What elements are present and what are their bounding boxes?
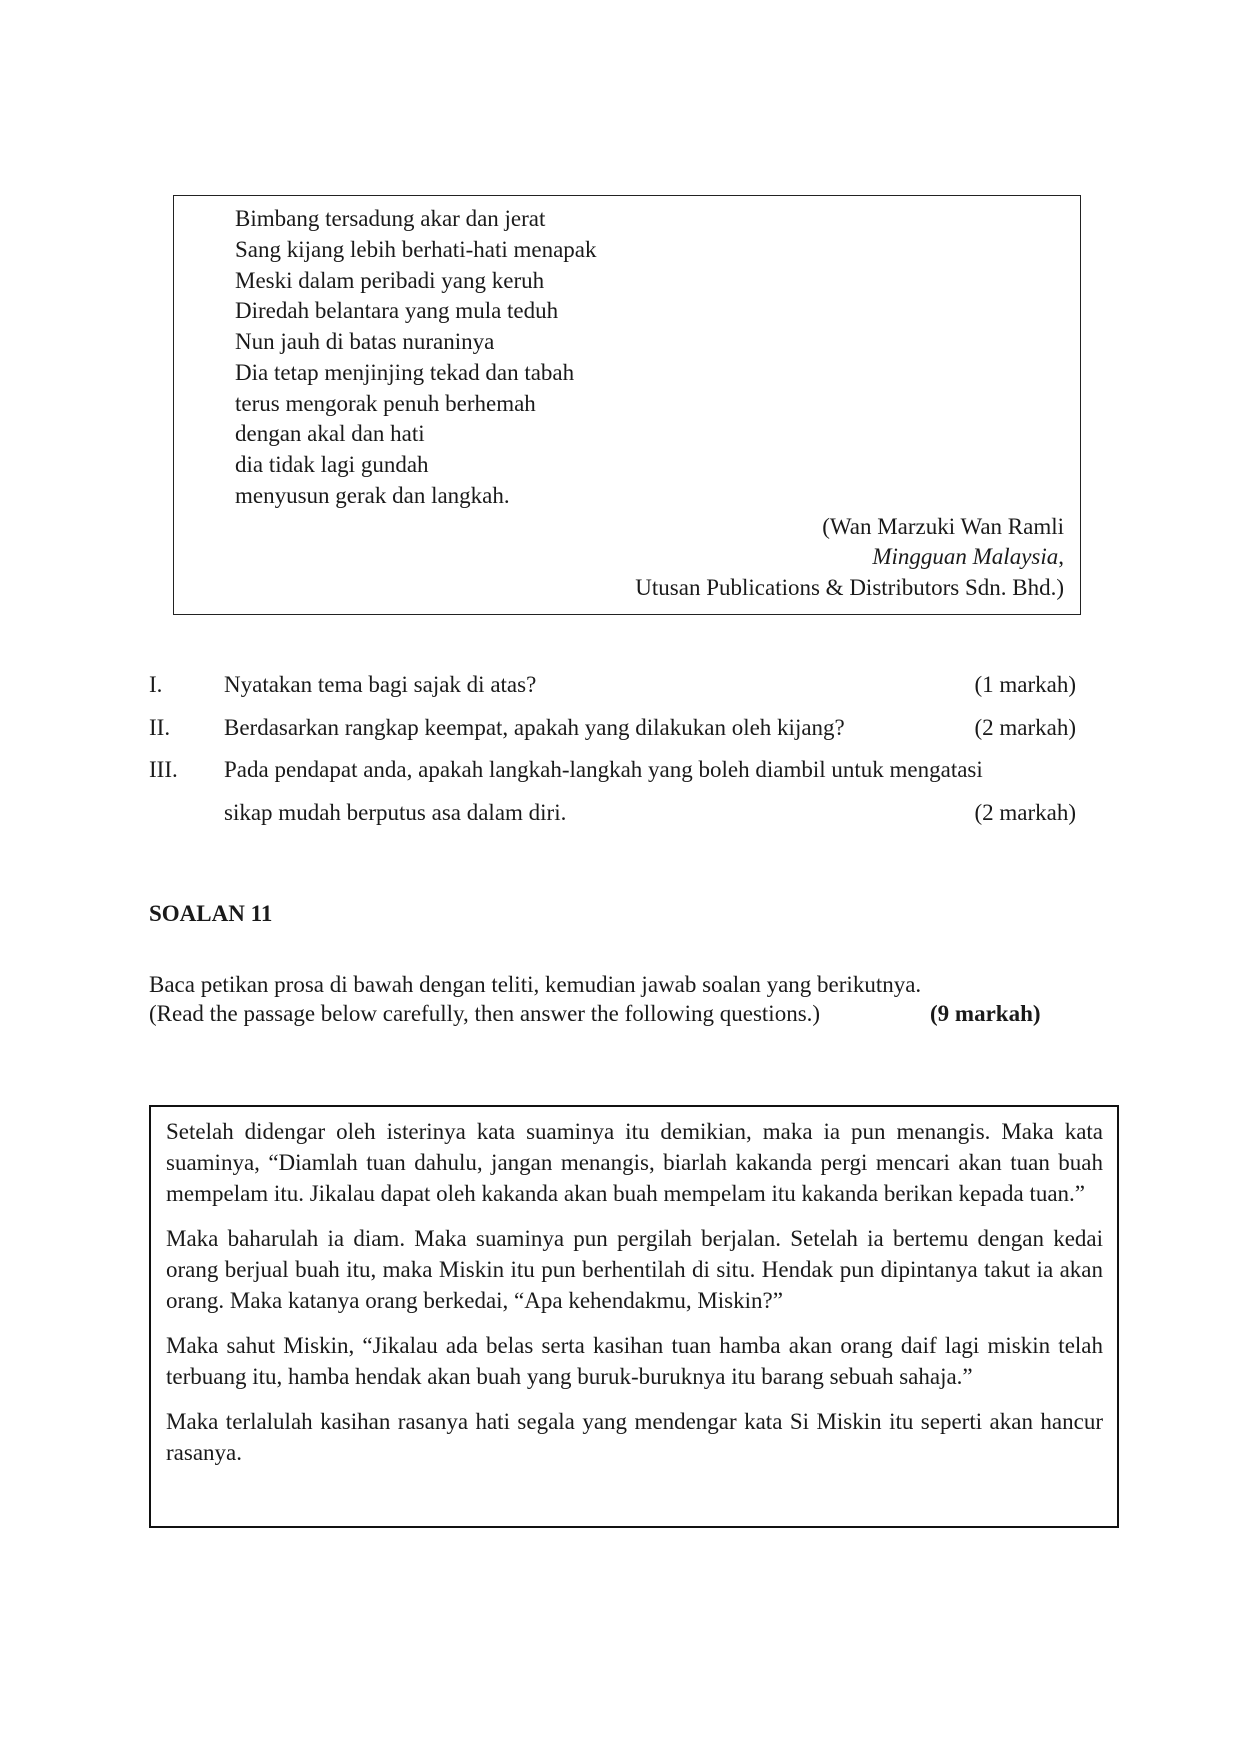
question-text: Nyatakan tema bagi sajak di atas? [224, 672, 537, 697]
poem-line: Nun jauh di batas nuraninya [235, 329, 495, 354]
section-marks: (9 markah) [930, 1001, 1041, 1026]
prose-box [149, 1105, 1119, 1528]
poem-credit-publisher: Utusan Publications & Distributors Sdn. Bhd.) [635, 575, 1064, 600]
poem-line: Dia tetap menjinjing tekad dan tabah [235, 360, 575, 385]
instruction-malay: Baca petikan prosa di bawah dengan teliti, kemudian jawab soalan yang berikutnya. [149, 972, 922, 997]
poem-line: menyusun gerak dan langkah. [235, 483, 510, 508]
poem-box [173, 195, 1081, 615]
poem-line: Bimbang tersadung akar dan jerat [235, 206, 546, 231]
poem-line: Meski dalam peribadi yang keruh [235, 268, 545, 293]
instruction-english: (Read the passage below carefully, then answer the following questions.) [149, 1001, 821, 1026]
question-number: I. [149, 672, 163, 697]
poem-line: Diredah belantara yang mula teduh [235, 298, 559, 323]
question-marks: (1 markah) [974, 672, 1076, 697]
poem-line: terus mengorak penuh berhemah [235, 391, 536, 416]
question-number: II. [149, 715, 171, 740]
question-marks: (2 markah) [974, 800, 1076, 825]
poem-credit-source [872, 542, 1064, 572]
prose-paragraph: Maka sahut Miskin, “Jikalau ada belas serta kasihan tuan hamba akan orang daif lagi miskin telah terbuang itu, hamba hendak akan buah yang buruk-buruknya itu barang sebuah sahaja.” [166, 1333, 1103, 1389]
prose-paragraph: Setelah didengar oleh isterinya kata suaminya itu demikian, maka ia pun menangis. Maka kata suaminya, “Diamlah tuan dahulu, jangan menangis, biarlah kakanda pergi mencari akan tuan buah mempelam itu. Jikalau dapat oleh kakanda akan buah mempelam itu kakanda berikan kepada tuan.” [166, 1119, 1103, 1206]
poem-line: dengan akal dan hati [235, 421, 425, 446]
question-text: Pada pendapat anda, apakah langkah-langkah yang boleh diambil untuk mengatasi [224, 757, 983, 782]
poem-credit-source-title: Mingguan Malaysia [872, 544, 1059, 569]
prose-paragraph: Maka baharulah ia diam. Maka suaminya pun pergilah berjalan. Setelah ia bertemu dengan kedai orang berjual buah itu, maka Miskin itu pun berhentilah di situ. Hendak pun dipintanya takut ia akan orang. Maka katanya orang berkedai, “Apa kehendakmu, Miskin?” [166, 1226, 1103, 1313]
prose-paragraph: Maka terlalulah kasihan rasanya hati segala yang mendengar kata Si Miskin itu seperti akan hancur rasanya. [166, 1409, 1103, 1465]
section-heading: SOALAN 11 [149, 901, 273, 926]
question-number: III. [149, 757, 178, 782]
poem-credit-source-comma: , [1058, 544, 1064, 569]
question-text: Berdasarkan rangkap keempat, apakah yang dilakukan oleh kijang? [224, 715, 845, 740]
question-marks: (2 markah) [974, 715, 1076, 740]
poem-line: dia tidak lagi gundah [235, 452, 429, 477]
poem-line: Sang kijang lebih berhati-hati menapak [235, 237, 597, 262]
poem-credit-author: (Wan Marzuki Wan Ramli [822, 514, 1064, 539]
question-text-continued: sikap mudah berputus asa dalam diri. [224, 800, 567, 825]
